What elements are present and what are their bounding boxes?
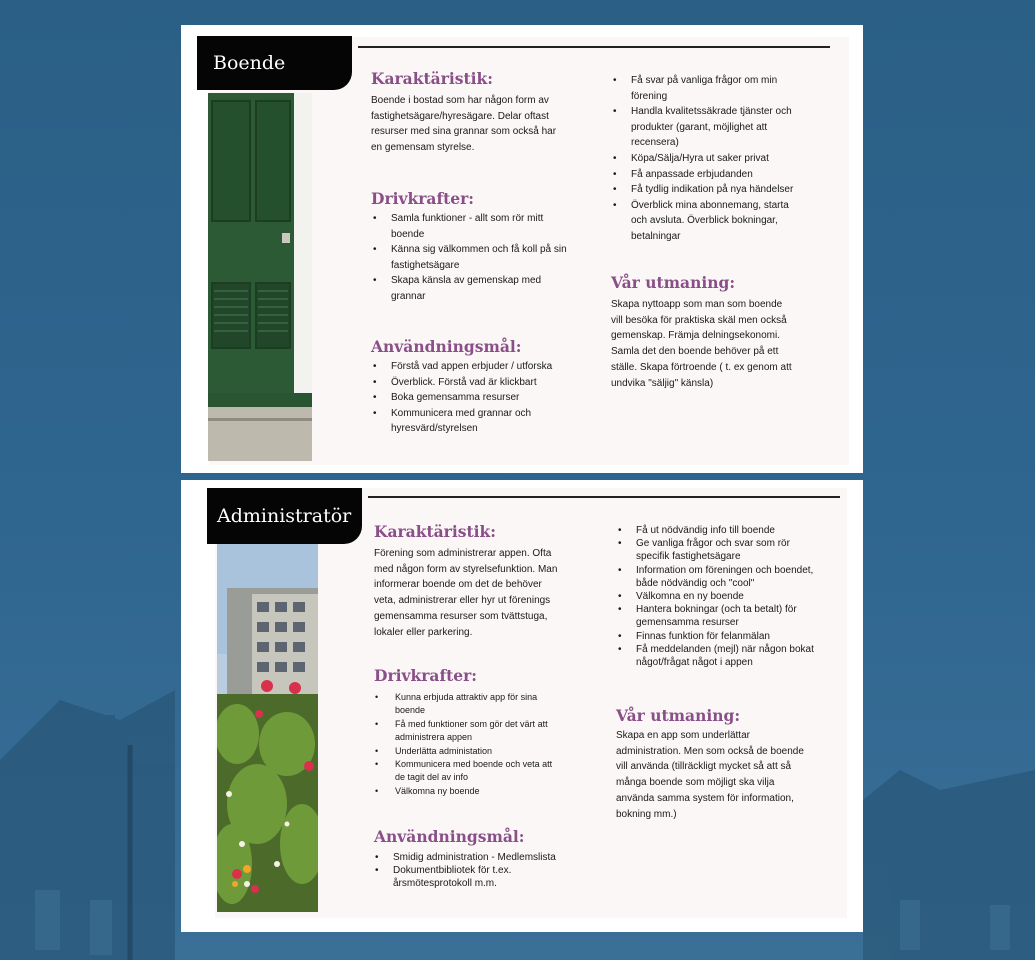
list-item: • Kommunicera med boende och veta att de tagit del av info xyxy=(371,758,561,785)
header-rule xyxy=(368,496,840,498)
characteristic-heading: Karaktäristik: xyxy=(371,69,493,88)
drivers-list xyxy=(371,691,561,798)
list-item: • Köpa/Sälja/Hyra ut saker privat xyxy=(609,151,794,167)
challenge-heading: Vår utmaning: xyxy=(616,706,741,725)
drivers-list xyxy=(369,211,569,305)
goals-list xyxy=(371,851,571,891)
persona-card-boende xyxy=(181,25,863,473)
challenge-text: Skapa en app som underlättar administration. Men som också de boende vill använda (tillräckligt mycket så att så många boende som möjligt ska vilja använda samma system för information, bokning mm.) xyxy=(616,730,804,820)
list-item: • Finnas funktion för felanmälan xyxy=(614,630,814,643)
list-item: • Kommunicera med grannar och hyresvärd/styrelsen xyxy=(369,406,569,437)
list-item: • Samla funktioner - allt som rör mitt boende xyxy=(369,211,569,242)
list-item: • Smidig administration - Medlemslista xyxy=(371,851,571,864)
characteristic-text: Förening som administrerar appen. Ofta med någon form av styrelsefunktion. Man informerar boende om det de behöver veta, administrerar eller hyr ut förenings gemensamma resurser som tvättstuga, lokaler eller parkering. xyxy=(374,548,558,638)
list-item: • Boka gemensamma resurser xyxy=(369,390,569,406)
persona-title: Administratör xyxy=(207,488,362,544)
list-item: • Handla kvalitetssäkrade tjänster och produkter (garant, möjlighet att recensera) xyxy=(609,104,794,151)
challenge-heading: Vår utmaning: xyxy=(611,273,736,292)
list-item: • Få tydlig indikation på nya händelser xyxy=(609,182,794,198)
drivers-heading: Drivkrafter: xyxy=(371,189,475,208)
building-flowers-photo xyxy=(217,544,318,912)
list-item: • Få ut nödvändig info till boende xyxy=(614,524,814,537)
features-list xyxy=(614,524,814,669)
goals-list xyxy=(369,359,569,437)
list-item: • Överblick. Förstå vad är klickbart xyxy=(369,375,569,391)
list-item: • Få med funktioner som gör det värt att administrera appen xyxy=(371,718,561,745)
header-rule xyxy=(358,46,830,48)
list-item: • Överblick mina abonnemang, starta och avsluta. Överblick bokningar, betalningar xyxy=(609,198,794,245)
list-item: • Få svar på vanliga frågor om min förening xyxy=(609,73,794,104)
challenge-text: Skapa nyttoapp som man som boende vill besöka för praktiska skäl men också gemenskap. Främja delningsekonomi. Samla det den boende behöver på ett ställe. Skapa förtroende ( t. ex genom att undvika "säljig" känsla) xyxy=(611,299,792,389)
persona-card-administrator xyxy=(181,480,863,932)
list-item: • Få anpassade erbjudanden xyxy=(609,167,794,183)
list-item: • Skapa känsla av gemenskap med grannar xyxy=(369,273,569,304)
list-item: • Känna sig välkommen och få koll på sin fastighetsägare xyxy=(369,242,569,273)
characteristic-heading: Karaktäristik: xyxy=(374,522,496,541)
goals-heading: Användningsmål: xyxy=(371,337,522,356)
list-item: • Förstå vad appen erbjuder / utforska xyxy=(369,359,569,375)
characteristic-text: Boende i bostad som har någon form av fastighetsägare/hyresägare. Delar oftast resurser med sina grannar som också har en gemensam styrelse. xyxy=(371,95,557,154)
list-item: • Hantera bokningar (och ta betalt) för gemensamma resurser xyxy=(614,603,814,629)
list-item: • Kunna erbjuda attraktiv app för sina boende xyxy=(371,691,561,718)
goals-heading: Användningsmål: xyxy=(374,827,525,846)
list-item: • Underlätta administation xyxy=(371,745,561,758)
list-item: • Ge vanliga frågor och svar som rör specifik fastighetsägare xyxy=(614,537,814,563)
persona-title: Boende xyxy=(197,36,352,90)
features-list xyxy=(609,73,794,245)
list-item: • Få meddelanden (mejl) när någon bokat något/frågat något i appen xyxy=(614,643,814,669)
list-item: • Välkomna ny boende xyxy=(371,785,561,798)
list-item: • Information om föreningen och boendet, både nödvändig och "cool" xyxy=(614,564,814,590)
drivers-heading: Drivkrafter: xyxy=(374,666,478,685)
green-door-photo xyxy=(208,93,312,461)
list-item: • Dokumentbibliotek för t.ex. årsmötesprotokoll m.m. xyxy=(371,864,571,890)
list-item: • Välkomna en ny boende xyxy=(614,590,814,603)
